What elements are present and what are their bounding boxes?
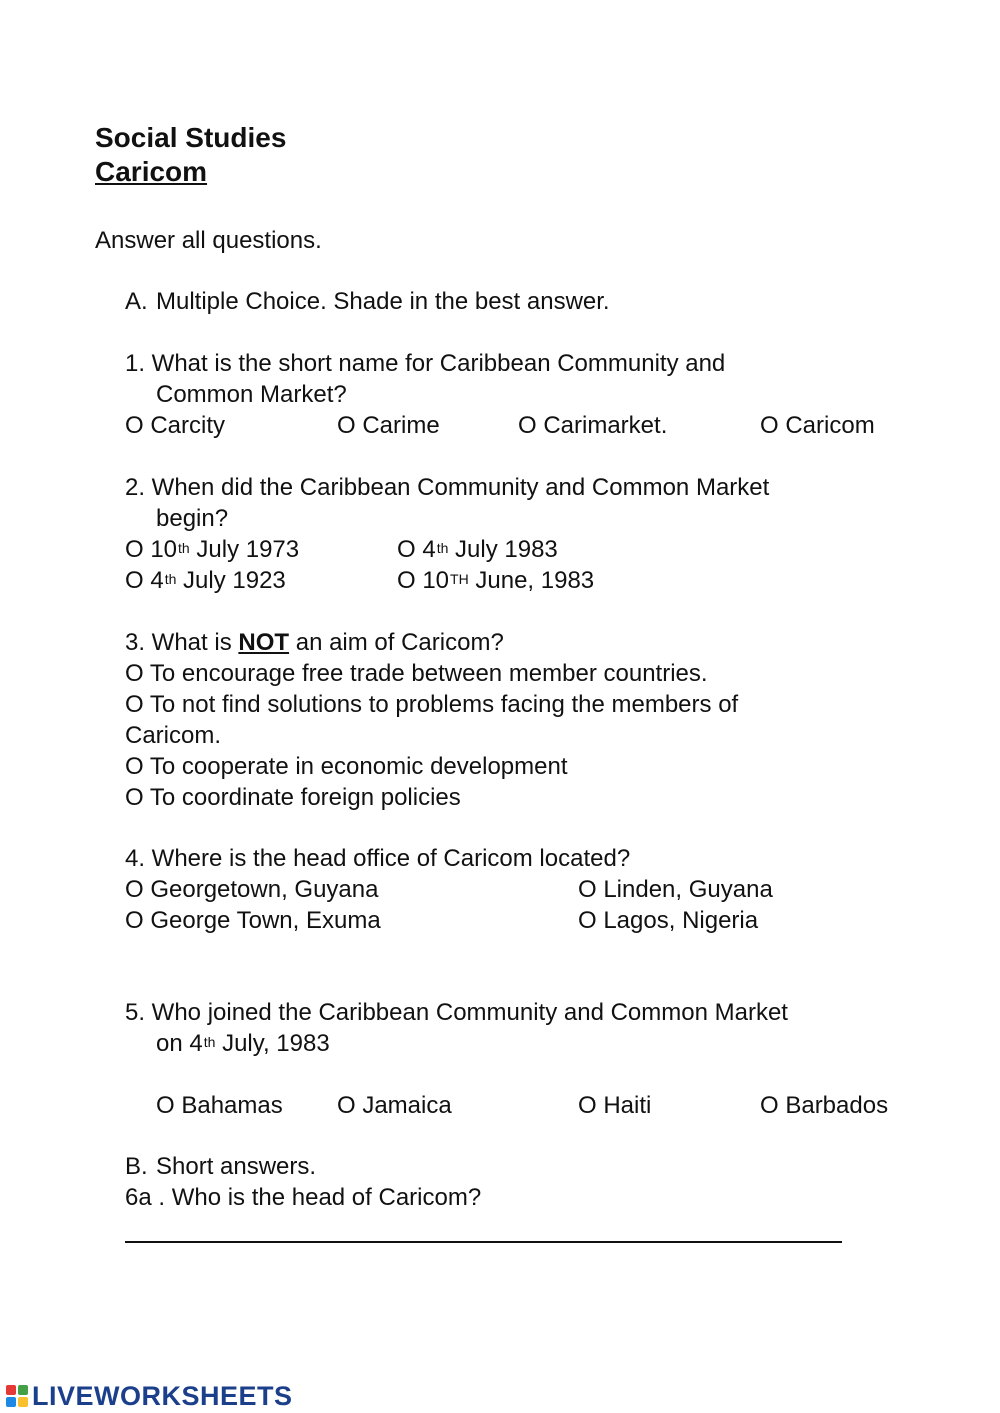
logo-block-red <box>6 1385 16 1395</box>
q3-option-2[interactable]: O To not find solutions to problems facing the members of <box>125 691 739 718</box>
q5-line2-sup: th <box>203 1034 216 1050</box>
q6a-question: 6a . Who is the head of Caricom? <box>125 1184 482 1211</box>
q2-option-3-post: July 1923 <box>176 567 286 594</box>
q2-option-1-post: July 1973 <box>189 536 300 563</box>
section-b-label: B. <box>125 1153 148 1180</box>
q2-option-4-pre: O 10 <box>397 567 450 594</box>
section-a-label: A. <box>125 288 148 315</box>
worksheet-subject: Social Studies <box>95 122 287 153</box>
q2-option-2[interactable] <box>397 535 558 565</box>
q3-pre: 3. What is <box>125 629 239 656</box>
q2-option-3-sup: th <box>164 571 177 587</box>
q5-option-1[interactable]: O Bahamas <box>156 1092 283 1119</box>
q2-option-4[interactable] <box>397 566 594 596</box>
q1-option-4[interactable]: O Caricom <box>760 412 875 439</box>
q1-option-3[interactable]: O Carimarket. <box>518 412 668 439</box>
q1-line1: 1. What is the short name for Caribbean Community and <box>125 350 726 377</box>
q1-option-1[interactable]: O Carcity <box>125 412 226 439</box>
q2-option-1[interactable] <box>125 535 299 565</box>
logo-block-blue <box>6 1397 16 1407</box>
q5-option-3[interactable]: O Haiti <box>578 1092 652 1119</box>
q5-line2 <box>156 1029 330 1059</box>
q2-line1: 2. When did the Caribbean Community and Common Market <box>125 474 770 501</box>
q1-option-2[interactable]: O Carime <box>337 412 440 439</box>
q5-option-2[interactable]: O Jamaica <box>337 1092 452 1119</box>
q2-option-3[interactable] <box>125 566 286 596</box>
q2-option-4-post: June, 1983 <box>468 567 595 594</box>
q5-line1: 5. Who joined the Caribbean Community and Common Market <box>125 999 788 1026</box>
logo-block-green <box>18 1385 28 1395</box>
logo-text: LIVEWORKSHEETS <box>32 1380 293 1411</box>
q6a-answer-line[interactable] <box>125 1241 842 1243</box>
q3-option-1[interactable]: O To encourage free trade between member countries. <box>125 660 708 687</box>
q4-option-3[interactable]: O George Town, Exuma <box>125 907 381 934</box>
q3-emphasis: NOT <box>238 629 290 656</box>
q2-option-2-sup: th <box>436 540 449 556</box>
section-a-title: Multiple Choice. Shade in the best answer. <box>156 288 610 315</box>
q5-line2-pre: on 4 <box>156 1030 203 1057</box>
q2-option-3-pre: O 4 <box>125 567 164 594</box>
q5-option-4[interactable]: O Barbados <box>760 1092 889 1119</box>
q3-option-3[interactable]: O To cooperate in economic development <box>125 753 568 780</box>
q4-option-4[interactable]: O Lagos, Nigeria <box>578 907 759 934</box>
q2-option-2-pre: O 4 <box>397 536 436 563</box>
worksheet-topic: Caricom <box>95 156 208 187</box>
q3-question <box>125 628 504 658</box>
liveworksheets-logo <box>6 1380 293 1412</box>
q4-question: 4. Where is the head office of Caricom located? <box>125 845 631 872</box>
q2-option-1-sup: th <box>178 540 190 556</box>
logo-block-yellow <box>18 1397 28 1407</box>
q3-option-4[interactable]: O To coordinate foreign policies <box>125 784 461 811</box>
section-b-title: Short answers. <box>156 1153 317 1180</box>
q2-option-1-pre: O 10 <box>125 536 178 563</box>
logo-blocks-icon <box>6 1385 28 1407</box>
instructions: Answer all questions. <box>95 227 322 254</box>
q3-option-2-cont: Caricom. <box>125 722 222 749</box>
q2-option-2-post: July 1983 <box>448 536 558 563</box>
q3-post: an aim of Caricom? <box>289 629 504 656</box>
q2-option-4-sup: TH <box>450 571 469 587</box>
q5-line2-post: July, 1983 <box>215 1030 330 1057</box>
q4-option-1[interactable]: O Georgetown, Guyana <box>125 876 379 903</box>
q2-line2: begin? <box>156 505 229 532</box>
q4-option-2[interactable]: O Linden, Guyana <box>578 876 773 903</box>
q1-line2: Common Market? <box>156 381 347 408</box>
